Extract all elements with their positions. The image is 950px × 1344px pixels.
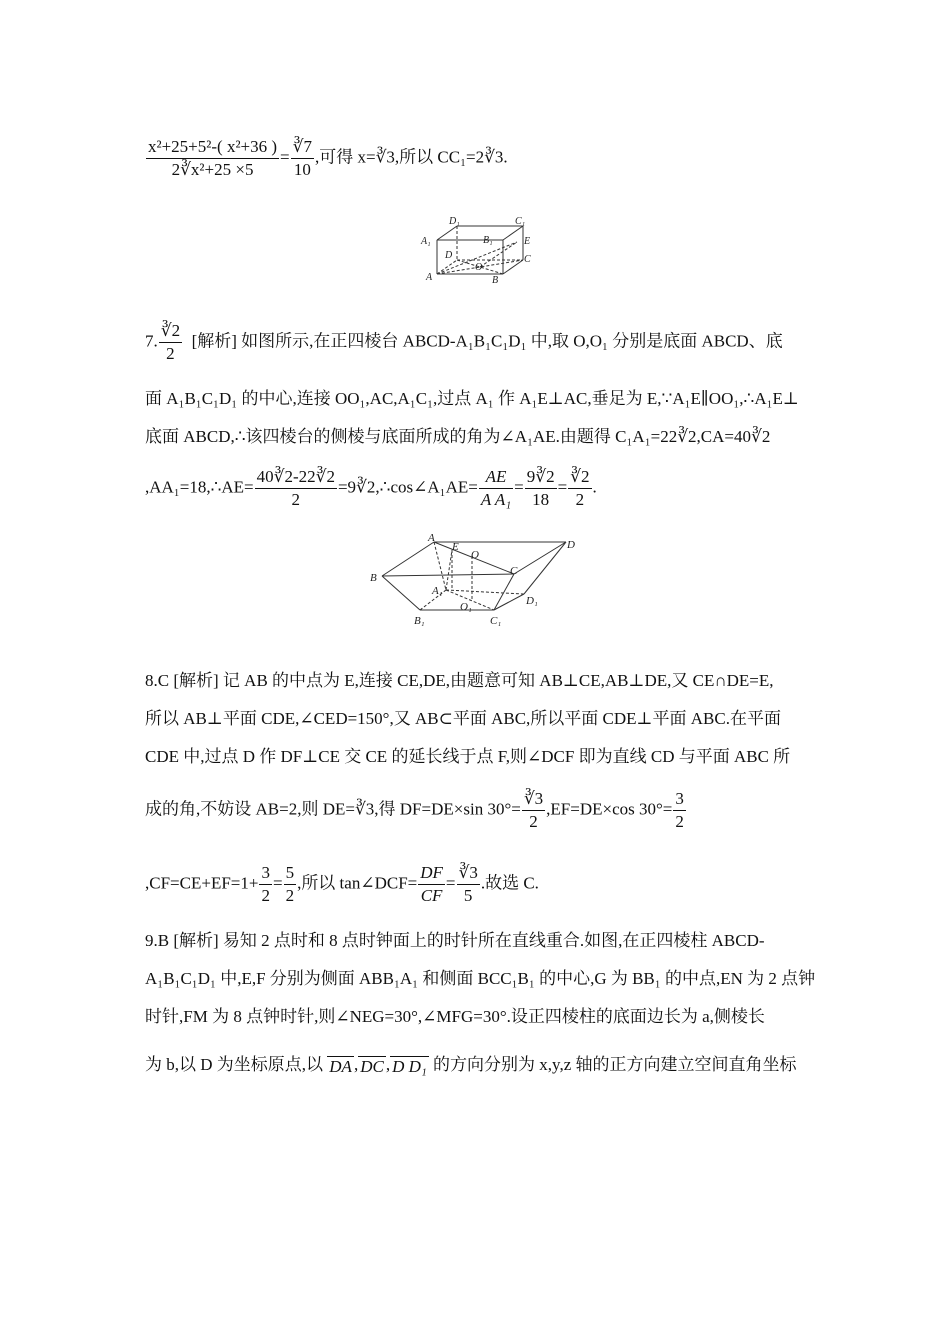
q8-text-2: 所以 AB⊥平面 CDE,∠CED=150°,又 AB⊂平面 ABC,所以平面 CDE⊥平面 ABC.在平面	[145, 709, 781, 728]
q9-line-1	[145, 926, 765, 951]
q8-fraction-a	[259, 862, 272, 907]
q7-fraction-value	[525, 466, 557, 511]
label-a1: A₁	[421, 236, 431, 247]
fraction-denominator: 2	[675, 812, 684, 831]
equals-sign: =	[272, 873, 283, 893]
q9-line-3	[145, 1002, 765, 1027]
q8-line-2	[145, 704, 781, 729]
label-d1: D₁	[449, 216, 460, 227]
prism-figure	[415, 212, 535, 290]
label-a: A	[426, 272, 433, 283]
q9-line-2	[145, 964, 815, 989]
fraction-numerator: 5	[284, 862, 297, 885]
label-e: E	[524, 236, 531, 247]
equals-sign: =	[445, 873, 456, 893]
q7-text-4b: =9∛2,∴cos∠A₁AE=	[337, 477, 478, 497]
q8-text-1: 8.C [解析] 记 AB 的中点为 E,连接 CE,DE,由题意可知 AB⊥CE,AB⊥DE,又 CE∩DE=E,	[145, 671, 774, 690]
equals-sign: =	[280, 147, 290, 167]
vector-dd1: D D₁	[392, 1056, 427, 1076]
cosine-fraction	[146, 136, 279, 181]
fraction-numerator: 3	[673, 788, 686, 811]
q7-answer-fraction	[159, 320, 182, 365]
fraction-denominator: A A₁	[480, 490, 512, 509]
fraction-denominator: 18	[532, 490, 550, 509]
fraction-numerator: ∛3	[522, 788, 545, 811]
fraction-denominator: 5	[463, 886, 473, 905]
vector-da: DA	[329, 1056, 352, 1076]
q8-fraction-cf	[284, 862, 297, 907]
fraction-denominator: 2	[529, 812, 538, 831]
label-o: O	[475, 262, 483, 273]
q8-line-4	[145, 788, 687, 833]
cosine-value-fraction	[291, 136, 314, 181]
label-a: A	[428, 532, 435, 544]
q8-text-4b: ,EF=DE×cos 30°=	[546, 799, 673, 819]
question-number: 7.	[145, 331, 158, 351]
fraction-denominator: 2	[291, 490, 301, 509]
q9-text-4b: 的方向分别为 x,y,z 轴的正方向建立空间直角坐标	[433, 1055, 797, 1074]
vector-dc: DC	[360, 1056, 384, 1076]
q8-text-5c: ,所以 tan∠DCF=	[297, 873, 418, 893]
label-b: B	[492, 275, 499, 286]
equals-sign: =	[557, 477, 568, 497]
fraction-numerator: 40∛2-22∛2	[255, 466, 337, 489]
frustum-figure	[368, 528, 583, 630]
q8-fraction-result	[457, 862, 480, 907]
q7-text-3: 底面 ABCD,∴该四棱台的侧棱与底面所成的角为∠A₁AE.由题得 C₁A₁=22∛2,CA=40∛2	[145, 427, 771, 446]
fraction-denominator: 2	[575, 490, 585, 509]
fraction-denominator: 2	[166, 344, 175, 363]
label-a1: A₁	[432, 585, 443, 597]
q7-line-4	[145, 466, 597, 511]
fraction-denominator: 10	[293, 160, 311, 179]
q8-fraction-df	[522, 788, 545, 833]
label-e: E	[452, 541, 459, 553]
label-c1: C₁	[515, 216, 526, 227]
q8-line-1	[145, 666, 774, 691]
equals-sign: =	[514, 477, 524, 497]
period: .	[592, 477, 597, 497]
q7-line-2	[145, 384, 799, 409]
q9-line-4: 为 b,以 D 为坐标原点,以 DA , DC , D D₁ 的方向分别为 x,y,z 轴的正方向建立空间直角坐标	[145, 1055, 797, 1076]
fraction-numerator: ∛7	[291, 136, 314, 159]
q7-text-1: [解析] 如图所示,在正四棱台 ABCD-A₁B₁C₁D₁ 中,取 O,O₁ 分别是底面 ABCD、底	[191, 331, 783, 351]
q8-fraction-tan	[418, 862, 445, 907]
fraction-numerator: AE	[479, 466, 513, 489]
fraction-numerator: DF	[418, 862, 445, 885]
fraction-denominator: CF	[420, 886, 443, 905]
fraction-denominator: 2	[261, 886, 270, 905]
q8-line-3	[145, 742, 790, 767]
label-c1: C₁	[490, 615, 502, 627]
q8-line-5	[145, 862, 539, 907]
q7-line-1	[145, 320, 783, 365]
q9-text-1: 9.B [解析] 易知 2 点时和 8 点时钟面上的时针所在直线重合.如图,在正四棱柱 ABCD-	[145, 931, 765, 950]
q8-text-3: CDE 中,过点 D 作 DF⊥CE 交 CE 的延长线于点 F,则∠DCF 即为直线 CD 与平面 ABC 所	[145, 747, 791, 766]
q8-text-4a: 成的角,不妨设 AB=2,则 DE=∛3,得 DF=DE×sin 30°=	[145, 799, 521, 819]
q9-text-3: 时针,FM 为 8 点钟时针,则∠NEG=30°,∠MFG=30°.设正四棱柱的底面边长为 a,侧棱长	[145, 1007, 765, 1026]
q9-text-4a: 为 b,以 D 为坐标原点,以	[145, 1055, 324, 1074]
q8-text-5e: .故选 C.	[480, 873, 539, 893]
q7-fraction-cos	[479, 466, 513, 511]
label-b1: B₁	[483, 235, 493, 246]
fraction-denominator: 2∛x²+25 ×5	[171, 160, 254, 179]
fraction-numerator: 9∛2	[525, 466, 557, 489]
fraction-numerator: ∛2	[159, 320, 182, 343]
q7-line-3	[145, 422, 770, 447]
fraction-numerator: ∛3	[457, 862, 480, 885]
fraction-numerator: ∛2	[568, 466, 591, 489]
label-d1: D₁	[526, 595, 538, 607]
q9-text-2: A₁B₁C₁D₁ 中,E,F 分别为侧面 ABB₁A₁ 和侧面 BCC₁B₁ 的中心,G 为 BB₁ 的中点,EN 为 2 点钟	[145, 969, 816, 988]
result-text: ,可得 x=∛3,所以 CC₁=2∛3.	[314, 147, 508, 167]
q7-fraction-ae	[255, 466, 337, 511]
label-b1: B₁	[414, 615, 425, 627]
q7-text-4a: ,AA₁=18,∴AE=	[145, 477, 254, 497]
fraction-numerator: x²+25+5²-( x²+36 )	[146, 136, 279, 159]
formula-line-cc1	[145, 136, 508, 181]
q8-text-5a: ,CF=CE+EF=1+	[145, 873, 259, 893]
label-c: C	[524, 254, 531, 265]
label-b: B	[370, 572, 377, 584]
q7-text-2: 面 A₁B₁C₁D₁ 的中心,连接 OO₁,AC,A₁C₁,过点 A₁ 作 A₁E⊥AC,垂足为 E,∵A₁E∥OO₁,∴A₁E⊥	[145, 389, 799, 408]
fraction-denominator: 2	[285, 886, 295, 905]
q8-fraction-ef	[673, 788, 686, 833]
fraction-numerator: 3	[259, 862, 272, 885]
q7-fraction-result	[568, 466, 591, 511]
label-o: O	[471, 549, 479, 561]
label-o1: O₁	[460, 601, 472, 613]
label-c: C	[510, 565, 518, 577]
label-d: D	[567, 539, 575, 551]
label-d: D	[445, 250, 453, 261]
